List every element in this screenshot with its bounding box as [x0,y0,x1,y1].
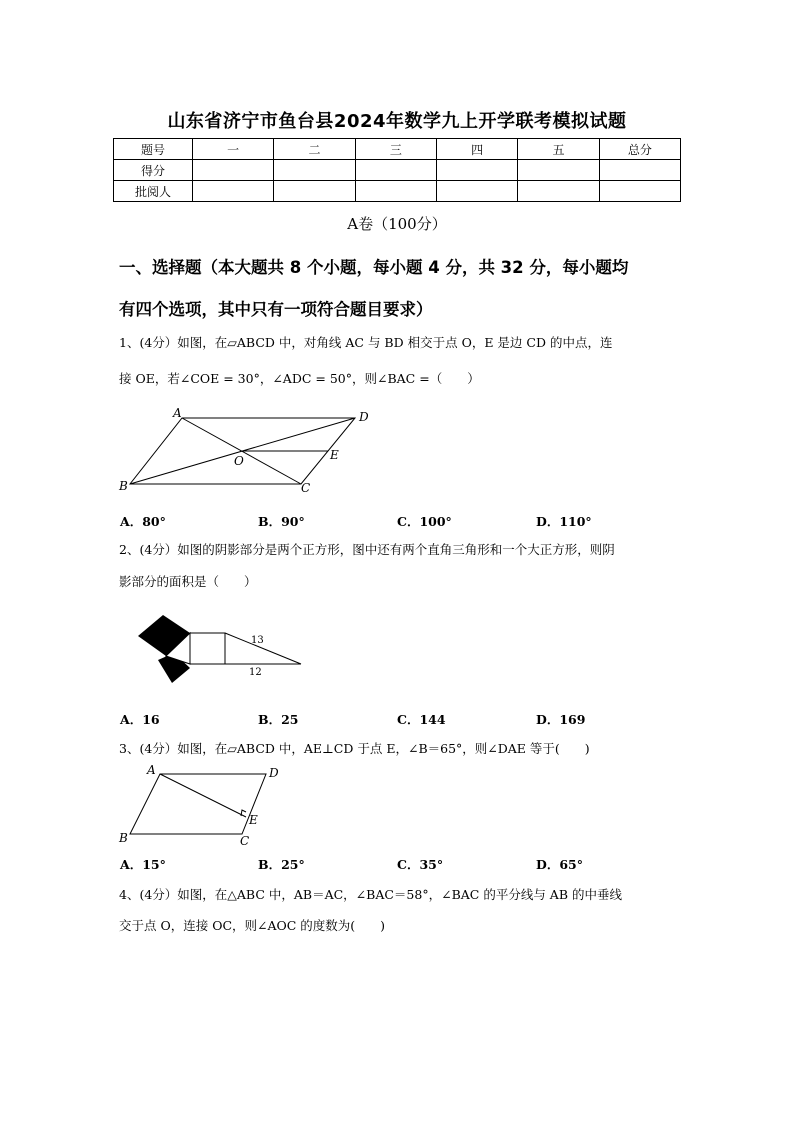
q3-label-e: E [249,813,258,827]
score-table-row-grader [114,181,681,202]
score-cell[interactable] [599,160,680,181]
q1-label-a: A [173,406,182,420]
part1-heading-line1: 一、选择题（本大题共 8 个小题，每小题 4 分，共 32 分，每小题均 [119,258,629,277]
q3-label-a: A [147,763,156,777]
score-header-cell: 四 [436,139,517,160]
q4-text-line2: 交于点 O，连接 OC，则∠AOC 的度数为( ) [119,918,386,933]
score-cell[interactable] [193,181,274,202]
q1-option-b[interactable]: B．90° [258,514,305,529]
score-cell[interactable] [436,181,517,202]
score-cell[interactable] [193,160,274,181]
q1-label-b: B [119,479,128,493]
score-cell[interactable] [518,160,599,181]
q3-option-c[interactable]: C．35° [397,857,444,872]
score-header-cell: 总分 [599,139,680,160]
q2-figure [130,608,310,688]
q1-option-c[interactable]: C．100° [397,514,452,529]
part1-heading-line2: 有四个选项，其中只有一项符合题目要求） [119,300,433,319]
score-header-cell: 一 [193,139,274,160]
q2-option-b[interactable]: B．25 [258,712,299,727]
q2-text-line2: 影部分的面积是（ ） [119,574,257,589]
q1-label-o: O [234,454,244,468]
exam-title: 山东省济宁市鱼台县2024年数学九上开学联考模拟试题 [167,111,627,132]
score-table [113,138,681,202]
score-row-label: 得分 [114,160,193,181]
score-table-row-score [114,160,681,181]
q3-option-a[interactable]: A．15° [120,857,166,872]
q3-label-c: C [240,834,250,848]
score-header-cell: 五 [518,139,599,160]
q2-label-13: 13 [251,635,264,646]
score-cell[interactable] [518,181,599,202]
score-header-cell: 三 [355,139,436,160]
score-cell[interactable] [274,181,355,202]
score-table-header-row [114,139,681,160]
q3-text-line1: 3、(4分）如图，在▱ABCD 中，AE⊥CD 于点 E，∠B＝65°，则∠DAE 等于( ) [119,741,590,756]
q2-option-a[interactable]: A．16 [120,712,160,727]
score-header-cell: 二 [274,139,355,160]
q2-option-c[interactable]: C．144 [397,712,446,727]
score-cell[interactable] [599,181,680,202]
q1-option-d[interactable]: D．110° [536,514,592,529]
score-cell[interactable] [355,181,436,202]
score-cell[interactable] [436,160,517,181]
q2-label-12: 12 [249,667,262,678]
q2-text-line1: 2、(4分）如图的阴影部分是两个正方形，图中还有两个直角三角形和一个大正方形，则阴 [119,542,615,557]
q1-label-c: C [301,481,311,495]
q3-figure [115,762,290,848]
q3-label-b: B [119,831,128,845]
q3-option-b[interactable]: B．25° [258,857,305,872]
q3-label-d: D [269,766,279,780]
q1-figure [115,404,375,496]
q2-option-d[interactable]: D．169 [536,712,586,727]
score-row-label: 批阅人 [114,181,193,202]
q1-text-line2: 接 OE，若∠COE = 30°，∠ADC = 50°，则∠BAC =（ ） [119,371,480,386]
score-cell[interactable] [274,160,355,181]
q1-label-d: D [359,410,369,424]
q3-option-d[interactable]: D．65° [536,857,583,872]
q1-text-line1: 1、(4分）如图，在▱ABCD 中，对角线 AC 与 BD 相交于点 O，E 是边 CD 的中点，连 [119,335,613,350]
q1-option-a[interactable]: A．80° [120,514,166,529]
q1-label-e: E [330,448,339,462]
q4-text-line1: 4、(4分）如图，在△ABC 中，AB＝AC，∠BAC＝58°，∠BAC 的平分线与 AB 的中垂线 [119,887,622,902]
section-a-heading: A卷（100分） [347,215,447,233]
score-cell[interactable] [355,160,436,181]
score-header-cell: 题号 [114,139,193,160]
